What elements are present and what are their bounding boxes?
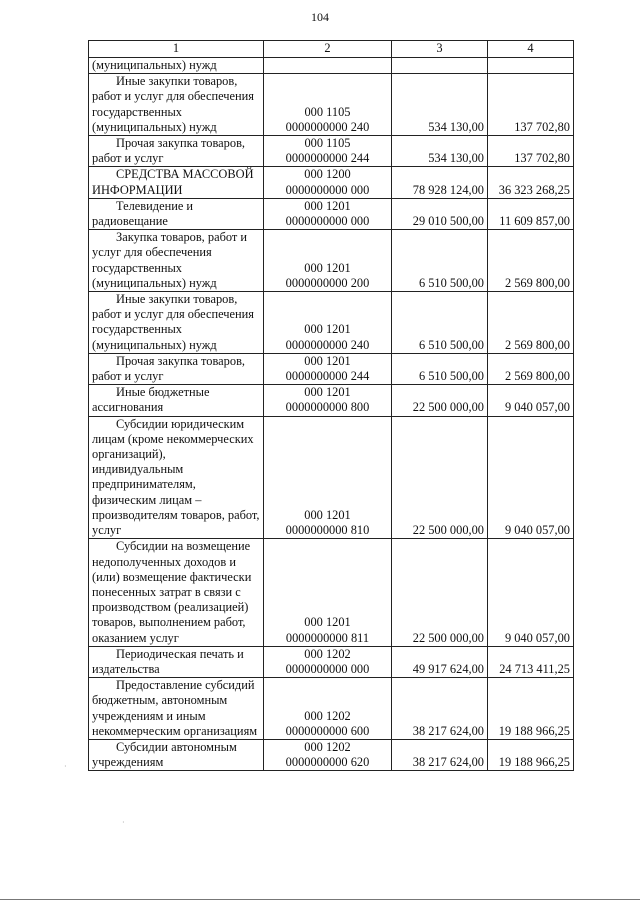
row-code-line-1: 000 1201 <box>304 615 351 630</box>
header-col-2: 2 <box>264 41 392 58</box>
row-name: Предоставление субсидий бюджетным, автономным учреждениям и иным некоммерческим организациям <box>92 678 258 738</box>
row-name: Субсидии автономным учреждениям <box>92 739 237 770</box>
row-sum-2: 9 040 057,00 <box>488 385 574 416</box>
row-code-line-1: 000 1105 <box>304 136 351 151</box>
row-code-line-1: 000 1201 <box>304 507 351 522</box>
row-code-cell <box>264 353 392 384</box>
row-code-line-2: 0000000000 244 <box>285 369 370 384</box>
row-code-line-1: 000 1200 <box>304 167 351 182</box>
row-code-cell <box>264 646 392 677</box>
row-sum-2: 24 713 411,25 <box>488 646 574 677</box>
row-code-line-1: 000 1202 <box>304 708 351 723</box>
row-name-cell <box>89 167 264 198</box>
row-sum-2: 19 188 966,25 <box>488 678 574 740</box>
row-name-cell <box>89 353 264 384</box>
row-name-cell <box>89 230 264 292</box>
row-name-cell <box>89 646 264 677</box>
row-code-line-1: 000 1201 <box>304 198 351 213</box>
row-name: Прочая закупка товаров, работ и услуг <box>92 136 246 166</box>
table-row <box>89 416 574 539</box>
row-code-line-2: 0000000000 810 <box>285 523 370 538</box>
row-sum-2: 2 569 800,00 <box>488 292 574 354</box>
row-code-line-2: 0000000000 800 <box>285 400 370 415</box>
header-col-1: 1 <box>89 41 264 58</box>
header-col-4: 4 <box>488 41 574 58</box>
page-number: 104 <box>311 10 329 24</box>
row-code-cell <box>264 167 392 198</box>
row-name: Телевидение и радиовещание <box>92 198 194 229</box>
row-code-cell <box>264 198 392 229</box>
row-sum-1: 38 217 624,00 <box>392 739 488 770</box>
row-code-cell <box>264 136 392 167</box>
row-name-cell <box>89 678 264 740</box>
table-row <box>89 353 574 384</box>
table-row <box>89 167 574 198</box>
row-code-line-2: 0000000000 000 <box>285 182 370 197</box>
row-code-line-2: 0000000000 240 <box>285 119 370 134</box>
row-name: СРЕДСТВА МАССОВОЙ ИНФОРМАЦИИ <box>92 167 254 197</box>
row-code-line-2: 0000000000 200 <box>285 275 370 290</box>
row-name-cell <box>89 292 264 354</box>
row-code-line-2: 0000000000 620 <box>285 755 370 770</box>
table-row <box>89 58 574 74</box>
row-sum-1: 534 130,00 <box>392 136 488 167</box>
row-name-cell <box>89 58 264 74</box>
table-row <box>89 739 574 770</box>
row-sum-1 <box>392 58 488 74</box>
row-name: (муниципальных) нужд <box>92 58 217 72</box>
table-row <box>89 230 574 292</box>
page-bottom-rule <box>0 899 640 900</box>
row-name: Закупка товаров, работ и услуг для обеспечения государственных (муниципальных) нужд <box>92 230 248 290</box>
row-code-cell <box>264 74 392 136</box>
row-sum-1: 49 917 624,00 <box>392 646 488 677</box>
row-code-line-1: 000 1201 <box>304 353 351 368</box>
row-name: Субсидии юридическим лицам (кроме некоммерческих организаций), индивидуальным предпринимателям, физическим лицам – производителям товаров, работ, услуг <box>92 416 260 538</box>
row-code-line-2: 0000000000 811 <box>285 630 370 645</box>
row-code-cell <box>264 678 392 740</box>
row-sum-1: 22 500 000,00 <box>392 385 488 416</box>
row-name-cell <box>89 539 264 646</box>
row-name: Иные закупки товаров, работ и услуг для обеспечения государственных (муниципальных) нужд <box>92 292 254 352</box>
table-row <box>89 539 574 646</box>
table-row <box>89 74 574 136</box>
row-code-line-1: 000 1201 <box>304 322 351 337</box>
row-code-cell <box>264 292 392 354</box>
table-row <box>89 678 574 740</box>
table-row <box>89 385 574 416</box>
row-name: Субсидии на возмещение недополученных доходов и (или) возмещение фактически понесенных затрат в связи с производством (реализацией) товаров, выполнением работ, оказанием услуг <box>92 539 252 645</box>
row-name: Иные закупки товаров, работ и услуг для обеспечения государственных (муниципальных) нужд <box>92 74 254 134</box>
row-name: Иные бюджетные ассигнования <box>92 385 210 415</box>
row-sum-2: 11 609 857,00 <box>488 198 574 229</box>
row-code-line-2: 0000000000 600 <box>285 723 370 738</box>
row-name-cell <box>89 198 264 229</box>
row-code-cell <box>264 230 392 292</box>
row-code-line-1: 000 1201 <box>304 385 351 400</box>
row-code-line-1: 000 1202 <box>304 739 351 754</box>
table-row <box>89 198 574 229</box>
row-code-cell <box>264 58 392 74</box>
row-sum-2: 2 569 800,00 <box>488 353 574 384</box>
row-code-line-1: 000 1202 <box>304 646 351 661</box>
row-sum-1: 78 928 124,00 <box>392 167 488 198</box>
row-name-cell <box>89 74 264 136</box>
row-sum-1: 29 010 500,00 <box>392 198 488 229</box>
row-sum-2 <box>488 58 574 74</box>
row-sum-1: 6 510 500,00 <box>392 292 488 354</box>
row-code-line-2: 0000000000 000 <box>285 214 370 229</box>
row-code-line-1: 000 1201 <box>304 260 351 275</box>
row-sum-1: 534 130,00 <box>392 74 488 136</box>
row-name-cell <box>89 416 264 539</box>
row-sum-1: 6 510 500,00 <box>392 230 488 292</box>
header-col-3: 3 <box>392 41 488 58</box>
row-sum-1: 22 500 000,00 <box>392 416 488 539</box>
row-code-cell <box>264 416 392 539</box>
scan-artifact: · <box>122 818 125 827</box>
row-code-line-2: 0000000000 240 <box>285 337 370 352</box>
row-code-cell <box>264 739 392 770</box>
row-name-cell <box>89 739 264 770</box>
row-sum-1: 6 510 500,00 <box>392 353 488 384</box>
row-sum-2: 36 323 268,25 <box>488 167 574 198</box>
table-row <box>89 292 574 354</box>
row-name-cell <box>89 385 264 416</box>
row-sum-2: 137 702,80 <box>488 136 574 167</box>
header-row <box>89 41 574 58</box>
row-sum-2: 2 569 800,00 <box>488 230 574 292</box>
table-row <box>89 646 574 677</box>
row-code-cell <box>264 539 392 646</box>
row-name-cell <box>89 136 264 167</box>
table-row <box>89 136 574 167</box>
row-sum-1: 38 217 624,00 <box>392 678 488 740</box>
row-sum-2: 9 040 057,00 <box>488 539 574 646</box>
row-sum-2: 19 188 966,25 <box>488 739 574 770</box>
row-name: Периодическая печать и издательства <box>92 646 244 676</box>
row-sum-2: 137 702,80 <box>488 74 574 136</box>
budget-table <box>88 40 574 771</box>
row-name: Прочая закупка товаров, работ и услуг <box>92 353 246 384</box>
row-sum-1: 22 500 000,00 <box>392 539 488 646</box>
row-code-cell <box>264 385 392 416</box>
row-code-line-1: 000 1105 <box>304 104 351 119</box>
row-code-line-2: 0000000000 000 <box>285 661 370 676</box>
row-sum-2: 9 040 057,00 <box>488 416 574 539</box>
row-code-line-2: 0000000000 244 <box>285 151 370 166</box>
scan-artifact: · <box>64 762 67 771</box>
